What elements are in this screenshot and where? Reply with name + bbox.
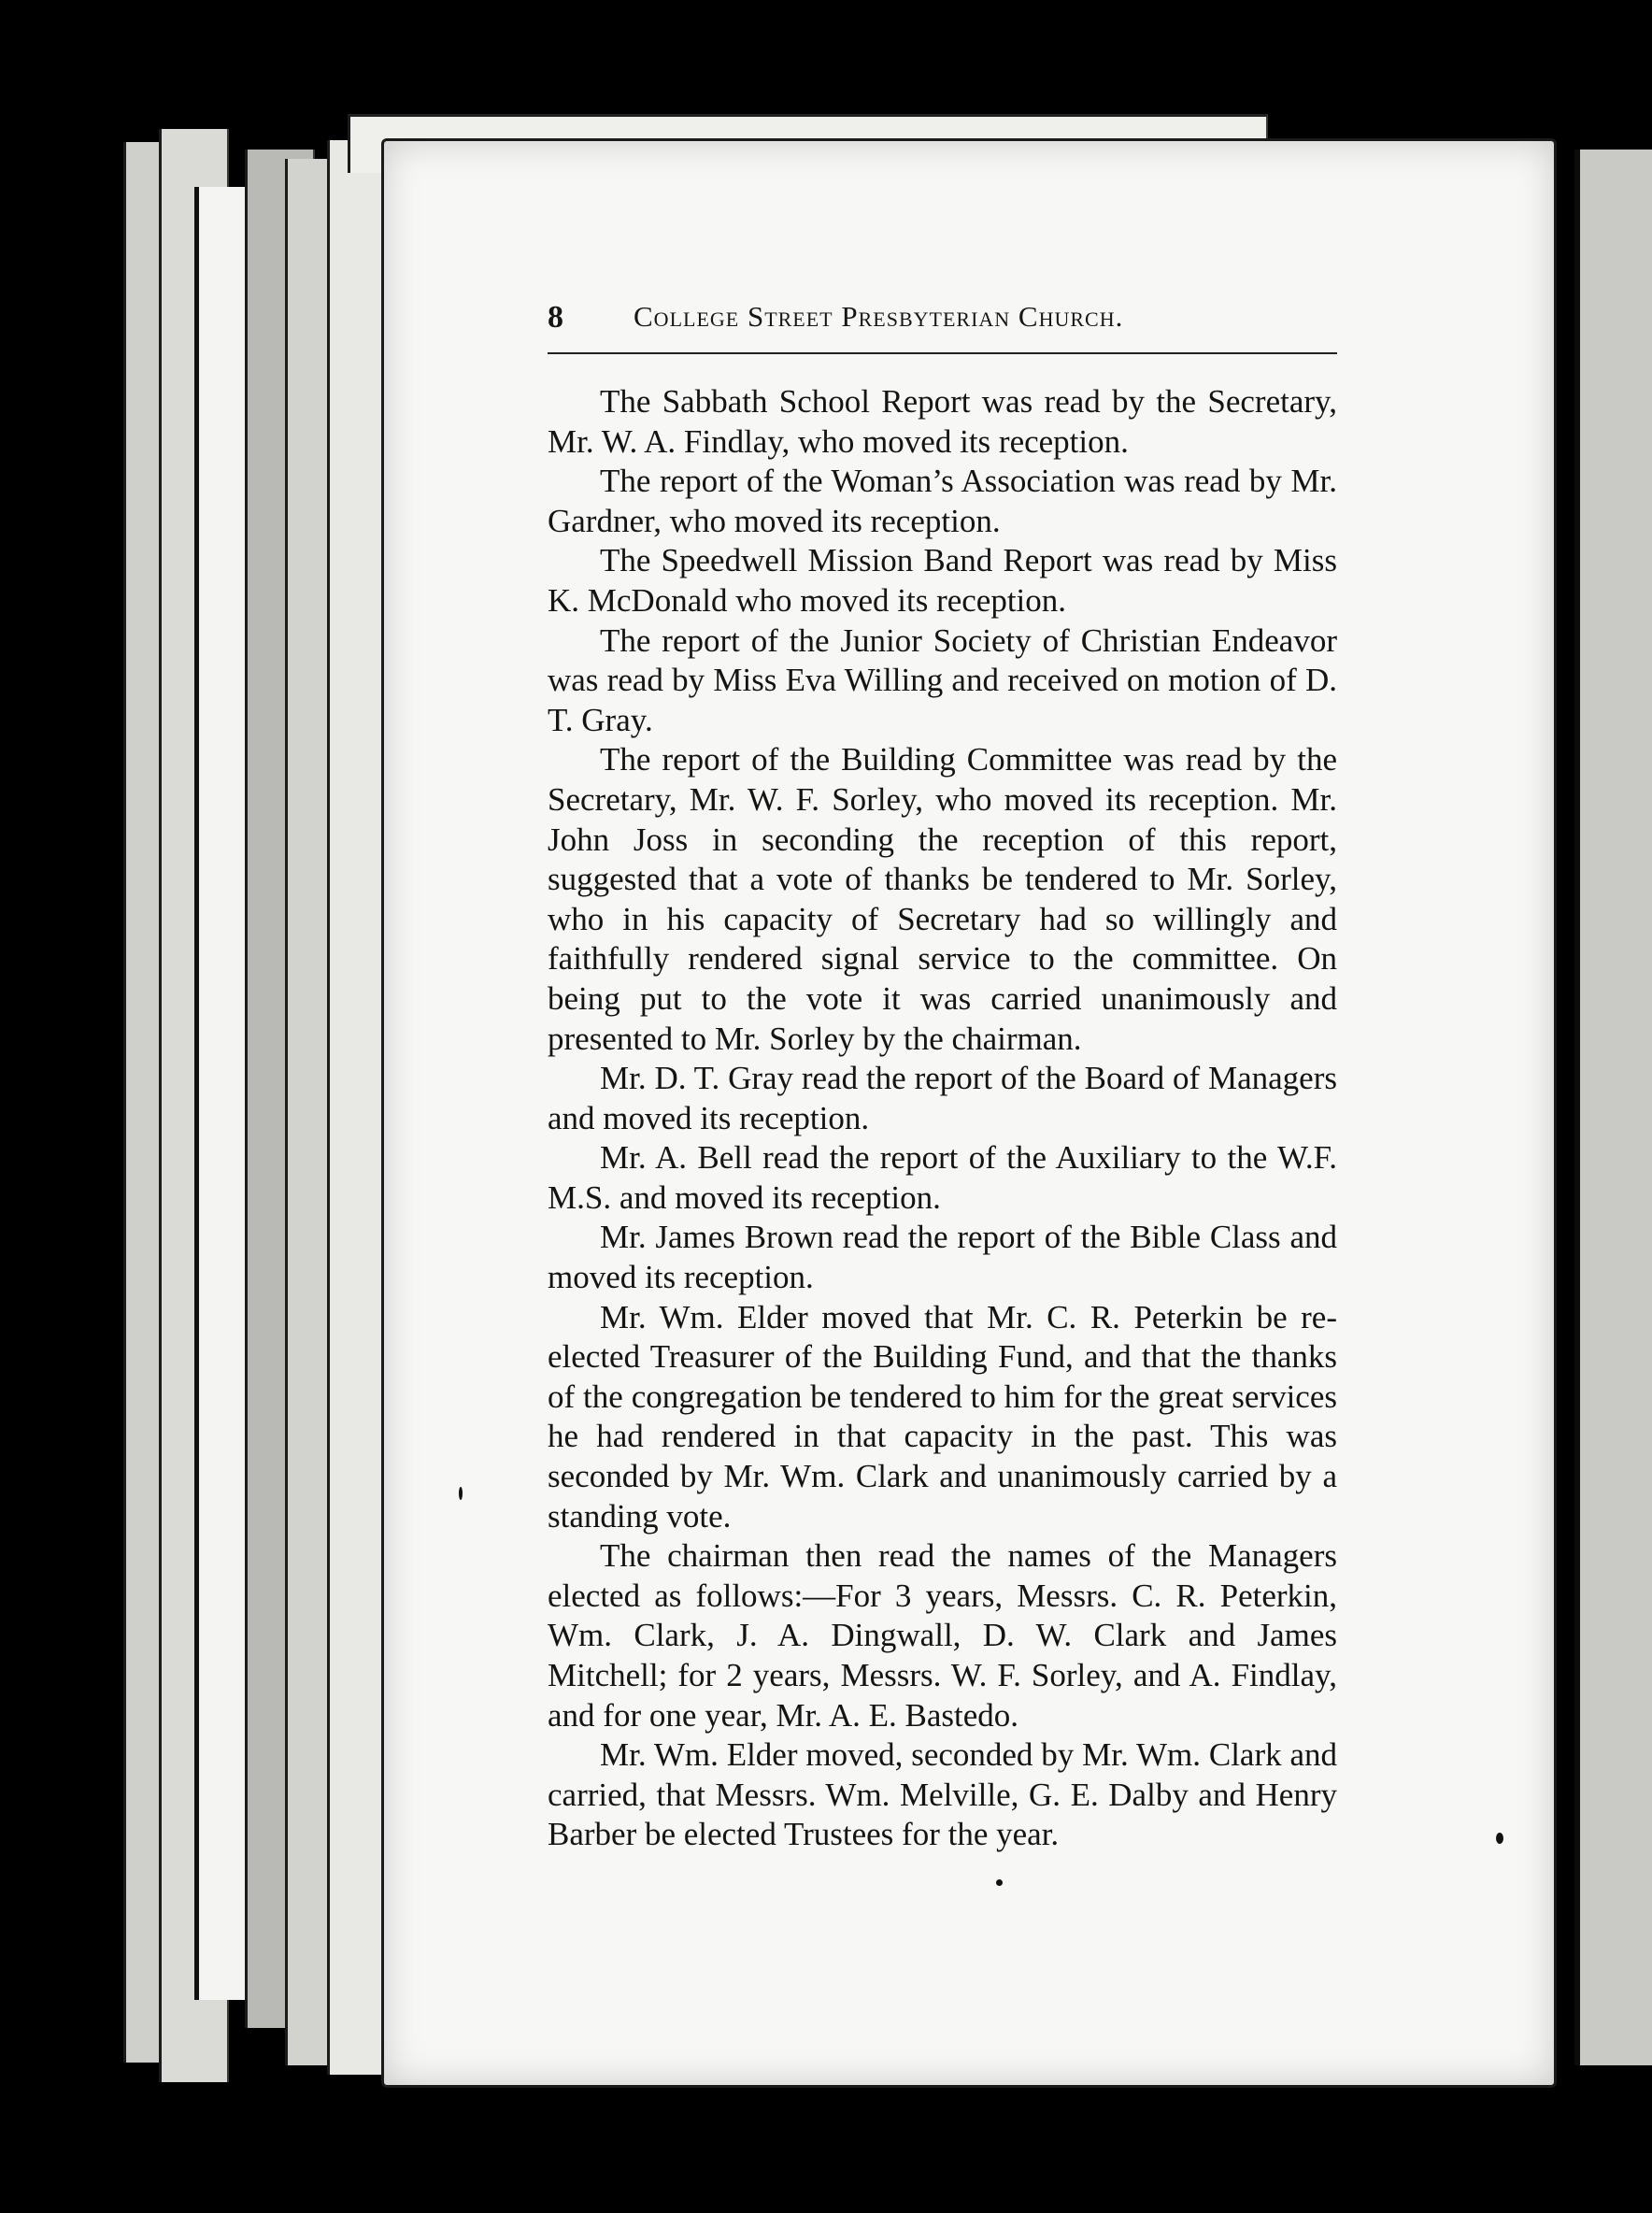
paragraph: Mr. A. Bell read the report of the Auxiliary to the W.F. M.S. and moved its reception.: [548, 1139, 1337, 1216]
paragraph: The Sabbath School Report was read by the Secretary, Mr. W. A. Findlay, who moved its reception.: [548, 383, 1337, 460]
paragraph: The chairman then read the names of the Managers elected as follows:—For 3 years, Messrs. C. R. Peterkin, Wm. Clark, J. A. Dingwall, D. W. Clark and James Mitchell; for 2 years, Messrs. W. F. Sorley, and A. Findlay, and for one year, Mr. A. E. Bastedo.: [548, 1537, 1337, 1734]
page-body: [548, 382, 1337, 1855]
paragraph: Mr. James Brown read the report of the Bible Class and moved its reception.: [548, 1219, 1337, 1296]
paragraph: The report of the Woman’s Association was read by Mr. Gardner, who moved its reception.: [548, 463, 1337, 539]
paragraph: Mr. Wm. Elder moved that Mr. C. R. Peterkin be re-elected Treasurer of the Building Fund, and that the thanks of the congregation be tendered to him for the great services he had rendered in that capacity in the past. This was seconded by Mr. Wm. Clark and unanimously carried by a standing vote.: [548, 1298, 1337, 1535]
paragraph: The report of the Building Committee was read by the Secretary, Mr. W. F. Sorley, who moved its reception. Mr. John Joss in seconding the reception of this report, suggested that a vote of thanks be tendered to Mr. Sorley, who in his capacity of Secretary had so willingly and faithfully rendered signal service to the committee. On being put to the vote it was carried unanimously and presented to Mr. Sorley by the chairman.: [548, 741, 1337, 1057]
paragraph: The Speedwell Mission Band Report was read by Miss K. McDonald who moved its reception.: [548, 542, 1337, 619]
paragraph: The report of the Junior Society of Christian Endeavor was read by Miss Eva Willing and received on motion of D. T. Gray.: [548, 621, 1337, 738]
adjacent-book-edge: [1574, 150, 1652, 2065]
book-page: [381, 138, 1557, 2088]
ink-speck: [996, 1879, 1003, 1886]
header-rule: [548, 352, 1337, 354]
ink-speck: [1496, 1833, 1503, 1844]
paragraph: Mr. Wm. Elder moved, seconded by Mr. Wm. Clark and carried, that Messrs. Wm. Melville, G. E. Dalby and Henry Barber be elected Trustees for the year.: [548, 1736, 1337, 1853]
running-title: College Street Presbyterian Church.: [634, 300, 1124, 333]
running-head: [548, 300, 1337, 352]
page-number: 8: [548, 300, 563, 335]
ink-speck: [459, 1487, 463, 1500]
paragraph: Mr. D. T. Gray read the report of the Board of Managers and moved its reception.: [548, 1060, 1337, 1136]
